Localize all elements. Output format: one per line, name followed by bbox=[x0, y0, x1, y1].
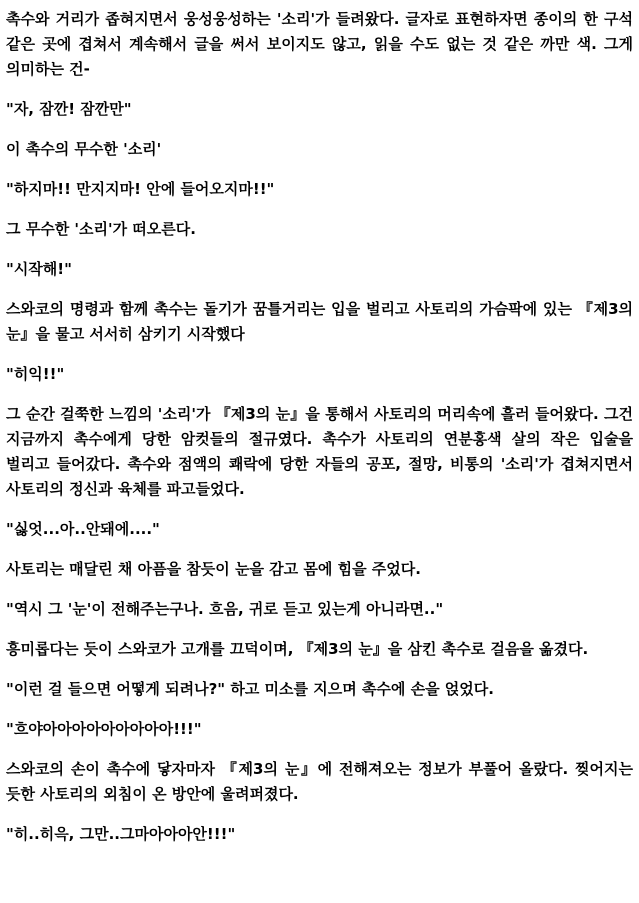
narration-paragraph: 스와코의 명령과 함께 촉수는 돌기가 꿈틀거리는 입을 벌리고 사토리의 가슴팍에 있는 『제3의 눈』을 물고 서서히 삼키기 시작했다 bbox=[6, 300, 633, 343]
narration-paragraph: 이 촉수의 무수한 '소리' bbox=[6, 140, 162, 158]
dialogue-line: "자, 잠깐! 잠깐만" bbox=[6, 100, 132, 118]
narration-paragraph: 사토리는 매달린 채 아픔을 참듯이 눈을 감고 몸에 힘을 주었다. bbox=[6, 560, 421, 578]
dialogue-line: "이런 걸 들으면 어떻게 되려나?" 하고 미소를 지으며 촉수에 손을 얹었다. bbox=[6, 680, 494, 698]
dialogue-line: "흐야아아아아아아아아아!!!" bbox=[6, 720, 202, 738]
dialogue-line: "싫엇...아..안돼에...." bbox=[6, 520, 160, 538]
dialogue-line: "역시 그 '눈'이 전해주는구나. 흐음, 귀로 듣고 있는게 아니라면.." bbox=[6, 600, 444, 618]
narration-paragraph: 그 무수한 '소리'가 떠오른다. bbox=[6, 220, 196, 238]
narration-paragraph: 그 순간 걸쭉한 느낌의 '소리'가 『제3의 눈』을 통해서 사토리의 머리속에 흘러 들어왔다. 그건 지금까지 촉수에게 당한 암컷들의 절규였다. 촉수가 사토리의 연분홍색 살의 작은 입술을 벌리고 들어갔다. 촉수와 점액의 쾌락에 당한 자들의 공포, 절망, 비통의 '소리'가 겹쳐지면서 사토리의 정신과 육체를 파고들었다. bbox=[6, 405, 633, 498]
dialogue-line: "시작해!" bbox=[6, 260, 72, 278]
dialogue-line: "히익!!" bbox=[6, 365, 65, 383]
narration-paragraph: 스와코의 손이 촉수에 닿자마자 『제3의 눈』에 전해져오는 정보가 부풀어 올랐다. 찢어지는 듯한 사토리의 외침이 온 방안에 울려퍼졌다. bbox=[6, 760, 633, 803]
dialogue-line: "히..히윽, 그만..그마아아아안!!!" bbox=[6, 825, 236, 843]
narration-paragraph: 촉수와 거리가 좁혀지면서 웅성웅성하는 '소리'가 들려왔다. 글자로 표현하자면 종이의 한 구석 같은 곳에 겹쳐서 계속해서 글을 써서 보이지도 않고, 읽을 수도 없는 것 같은 까만 색. 그게 의미하는 건- bbox=[6, 10, 633, 78]
dialogue-line: "하지마!! 만지지마! 안에 들어오지마!!" bbox=[6, 180, 275, 198]
narration-paragraph: 흥미롭다는 듯이 스와코가 고개를 끄덕이며, 『제3의 눈』을 삼킨 촉수로 걸음을 옮겼다. bbox=[6, 640, 589, 658]
